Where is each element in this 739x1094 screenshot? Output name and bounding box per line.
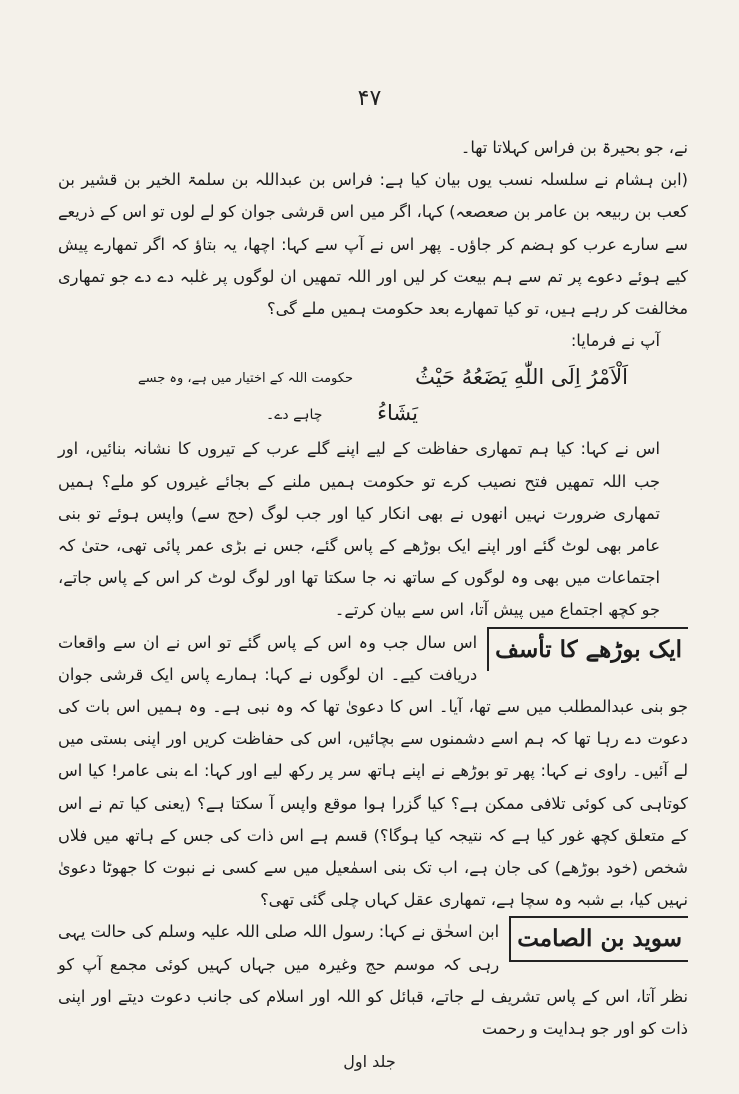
page-body: [58, 132, 688, 1045]
paragraph-6: ابن اسحٰق نے کہا: رسول اللہ صلی اللہ علیہ وسلم کی حالت یہی رہی کہ موسم حج وغیرہ میں جہاں کہیں کوئی مجمع آپ کو نظر آتا، اس کے پاس تشریف لے جاتے، قبائل کو اللہ اور اسلام کی جانب دعوت دیتے اور اپنی ذات کو اور جو ہدایت و رحمت: [58, 922, 688, 1039]
quran-quote: [58, 359, 688, 433]
paragraph-1: نے، جو بحیرۃ بن فراس کہلاتا تھا۔: [460, 138, 688, 157]
arabic-quote-line-2: يَشَاءُ: [377, 401, 418, 426]
section-heading-old-man: ایک بوڑھے کا تأسف: [487, 627, 688, 671]
page-number: ۴۷: [357, 86, 382, 111]
translation-line-1: حکومت اللہ کے اختیار میں ہے، وہ جسے: [138, 371, 353, 387]
translation-line-2: چاہے دے۔: [266, 407, 323, 424]
paragraph-5: اس سال جب وہ اس کے پاس گئے تو اس نے ان سے واقعات دریافت کیے۔ ان لوگوں نے کہا: ہمارے پاس ایک قرشی جوان جو بنی عبدالمطلب میں سے تھا، آیا۔ اس کا دعویٰ تھا کہ وہ نبی ہے۔ وہ ہمیں اس بات کی دعوت دے رہا تھا کہ ہم اسے دشمنوں سے بچائیں، اس کی حفاظت کریں اور اپنی بستی میں لے آئیں۔ راوی نے کہا: پھر تو بوڑھے نے اپنے ہاتھ سر پر رکھ لیے اور کہا: اے بنی عامر! کیا اس کوتاہی کی کوئی تلافی ممکن ہے؟ کیا گزرا ہوا موقع واپس آ سکتا ہے؟ (یعنی کیا تم نے اس کے متعلق کچھ غور کیا ہے کہ نتیجہ کیا ہوگا؟) قسم ہے اس ذات کی جس کے ہاتھ میں فلاں شخص (خود بوڑھے) کی جان ہے، اب تک بنی اسمٰعیل میں سے کسی نے نبوت کا جھوٹا دعویٰ نہیں کیا، بے شبہ وہ سچا ہے، تمھاری عقل کہاں چلی گئی تھی؟: [58, 632, 688, 910]
arabic-quote-line-1: اَلْاَمْرُ اِلَى اللّٰهِ يَضَعُهُ حَيْثُ: [415, 365, 628, 390]
volume-footer: جلد اول: [343, 1052, 396, 1071]
paragraph-4: اس نے کہا: کیا ہم تمھاری حفاظت کے لیے اپنے گلے عرب کے تیروں کا نشانہ بنائیں، اور جب اللہ تمھیں فتح نصیب کرے تو حکومت ہمیں ملنے کے بجائے غیروں کو ملے؟ ہمیں تمھاری ضرورت نہیں انھوں نے بھی انکار کیا اور جب لوگ (حج سے) واپس ہوئے تو بنی عامر بھی لوٹ گئے اور اپنے ایک بوڑھے کے پاس گئے، جس نے بڑی عمر پائی تھی، حتیٰ کہ اجتماعات میں بھی وہ لوگوں کے ساتھ نہ جا سکتا تھا اور لوگ لوٹ کر اس کے پاس جاتے، جو کچھ اجتماع میں پیش آتا، اس سے بیان کرتے۔: [58, 439, 660, 620]
section-heading-suwaid: سوید بن الصامت: [509, 916, 688, 962]
paragraph-3: آپ نے فرمایا:: [570, 331, 660, 351]
paragraph-2: (ابن ہشام نے سلسلہ نسب یوں بیان کیا ہے: فراس بن عبداللہ بن سلمۃ الخیر بن قشیر بن کعب بن ربیعہ بن عامر بن صعصعہ) کہا، اگر میں اس قرشی جوان کو لے لوں تو اس کے ذریعے سے سارے عرب کو ہضم کر جاؤں۔ پھر اس نے آپ سے کہا: اچھا، یہ بتاؤ کہ اگر تمھارے پیش کیے ہوئے دعوے پر تم سے ہم بیعت کر لیں اور اللہ تمھیں ان لوگوں پر غلبہ دے دے جو تمھاری مخالفت کر رہے ہیں، تو کیا تمھارے بعد حکومت ہمیں ملے گی؟: [58, 170, 688, 319]
